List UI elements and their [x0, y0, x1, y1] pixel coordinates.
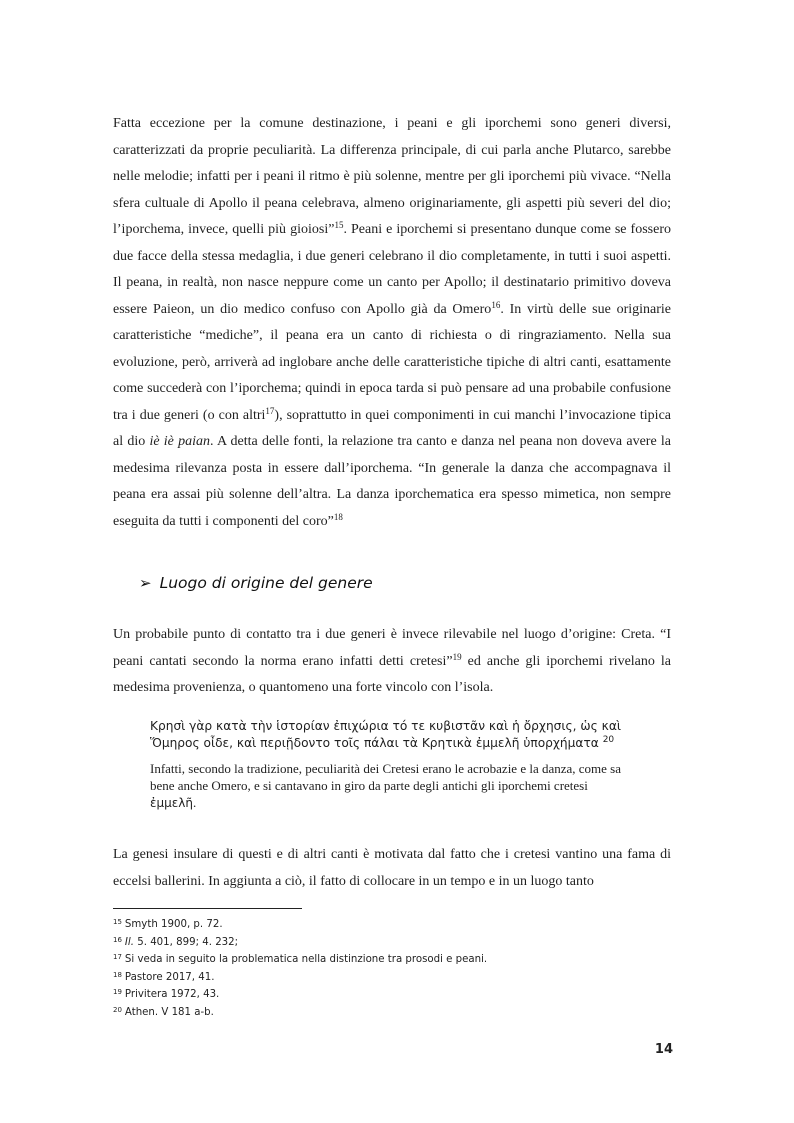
arrow-bullet-icon: ➢ — [139, 574, 152, 592]
greek-quotation: Κρησὶ γὰρ κατὰ τὴν ἱστορίαν ἐπιχώρια τό τε κυβιστᾶν καὶ ἡ ὄρχησις, ὡς καὶ Ὅμηρος οἶδε, καὶ περιῇδοντο τοῖς πάλαι τὰ Κρητικὰ ἐμμελῆ ὑπορχήματα $^{20}$ — [150, 719, 621, 750]
section-heading-text: Luogo di origine del genere — [159, 574, 373, 592]
footnote-16: $^{16}$ Il. 5. 401, 899; 4. 232; — [113, 935, 239, 948]
footnote-ref-16[interactable]: 16 — [491, 299, 501, 310]
footnote-number: 20 — [113, 1005, 122, 1014]
footnotes-list — [113, 915, 673, 1021]
page-number: 14 — [654, 1042, 673, 1057]
footnote-number: 19 — [113, 988, 122, 997]
paragraph-genesi-insulare: La genesi insulare di questi e di altri canti è motivata dal fatto che i cretesi vantino una fama di eccelsi ballerini. In aggiunta a ciò, il fatto di collocare in un tempo e in un luogo tanto — [113, 847, 671, 889]
footnote-ref-15[interactable]: 15 — [334, 220, 344, 230]
footnote-ref-19[interactable]: 19 — [452, 651, 462, 662]
section-heading — [139, 574, 373, 592]
footnote-19: $^{19}$ Privitera 1972, 43. — [113, 988, 220, 1001]
footnote-number: 17 — [113, 953, 122, 962]
footnote-number: 16 — [113, 935, 122, 944]
invocation-text: iè iè paian — [149, 434, 211, 449]
footnote-20: $^{20}$ Athen. V 181 a-b. — [113, 1005, 214, 1018]
footnote-18: $^{18}$ Pastore 2017, 41. — [113, 970, 215, 983]
footnote-ref-18[interactable]: 18 — [333, 511, 343, 522]
footnote-separator — [113, 908, 302, 909]
quotation-translation: Infatti, secondo la tradizione, peculiarità dei Cretesi erano le acrobazie e la danza, come sa bene anche Omero, e si cantavano in giro da parte degli antichi gli iporchemi cretesi ἐμμελῆ. — [150, 761, 622, 810]
footnote-15: $^{15}$ Smyth 1900, p. 72. — [113, 918, 223, 930]
footnote-ref-20[interactable]: 20 — [602, 735, 615, 745]
footnote-number: 18 — [113, 970, 122, 979]
paragraph-origine-creta: Un probabile punto di contatto tra i due generi è invece rilevabile nel luogo d’origine: Creta. “I peani cantati secondo la norma erano infatti detti cretesi”$^{19}$ ed anche gli iporchemi rivelano la medesima provenienza, o quantomeno una forte vincolo con l’isola. — [113, 627, 672, 695]
footnote-17: $^{17}$ Si veda in seguito la problematica nella distinzione tra prosodi e peani. — [113, 953, 488, 966]
footnote-number: 15 — [113, 918, 122, 926]
footnote-ref-17[interactable]: 17 — [265, 405, 275, 416]
paragraph-peani-iporchemi: Fatta eccezione per la comune destinazione, i peani e gli iporchemi sono generi diversi, caratterizzati da proprie peculiarità. La differenza principale, di cui parla anche Plutarco, sarebbe nelle melodie; infatti per i peani il ritmo è più solenne, mentre per gli iporchemi più vivace. “Nella sfera cultuale di Apollo il peana celebrava, almeno originariamente, gli aspetti più severi del dio; l’iporchema, invece, quelli più gioiosi”$^{15}$. Peani e iporchemi si presentano dunque come se fossero due facce della stessa medaglia, i due generi celebrano il dio completamente, in tutti i suoi aspetti. Il peana, in realtà, non nasce neppure come un canto per Apollo; il destinatario primitivo doveva essere Paieon, un dio medico confuso con Apollo già da Omero$^{16}$. In virtù delle sue originarie caratteristiche “mediche”, il peana era un canto di richiesta o di ringraziamento. Nella sua evoluzione, però, arriverà ad inglobare anche delle caratteristiche tipiche di altri canti, esattamente come succederà con l’iporchema; quindi in epoca tarda si può pensare ad una probabile confusione tra i due generi (o con altri$^{17}$), soprattutto in quei componimenti in cui manchi l’invocazione tipica al dio iè iè paian. A detta delle fonti, la relazione tra canto e danza nel peana non doveva avere la medesima rilevanza posta in essere dall’iporchema. “In generale la danza che accompagnava il peana era assai più solenne dell’altra. La danza iporchematica era spesso mimetica, non sempre eseguita da tutti i componenti del coro”$^{18}$ — [113, 116, 671, 529]
